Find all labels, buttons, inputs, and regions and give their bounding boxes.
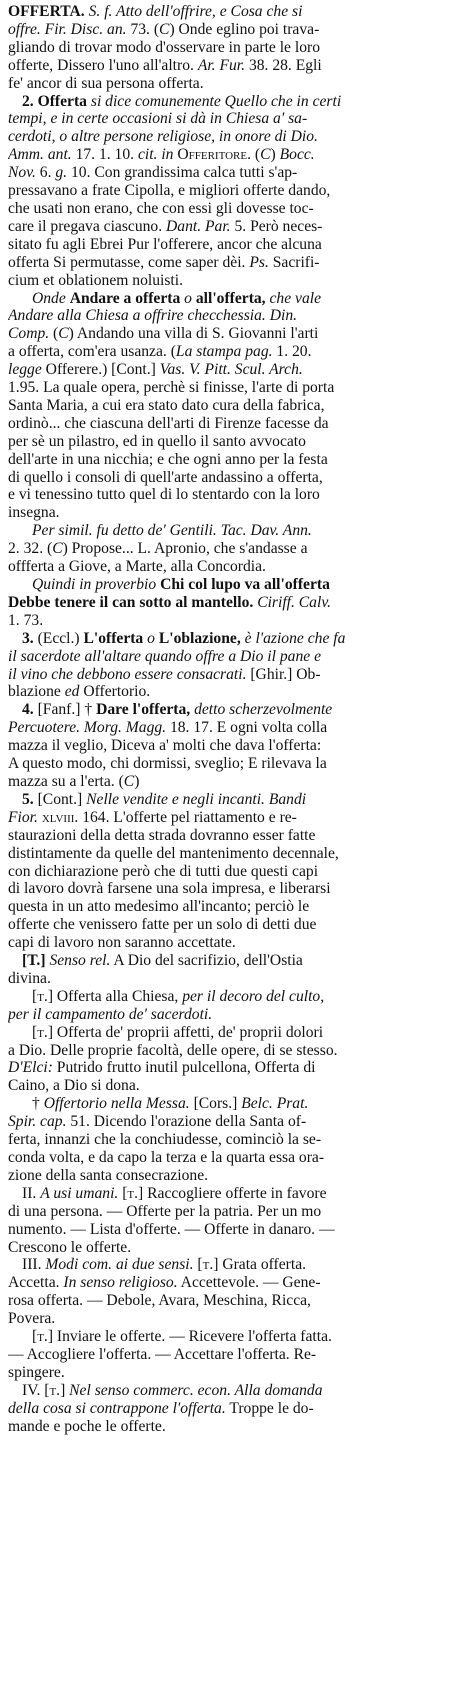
- text-line: di quello i consoli di quell'arte andassino a offerta,: [8, 468, 323, 486]
- text-line: per sè un pilastro, ed in quello il santo avvocato: [8, 432, 306, 450]
- text-line: Percuotere. Morg. Magg. 18. 17. E ogni volta colla: [8, 719, 328, 737]
- text-line: Nov. 6. g. 10. Con grandissima calca tutti s'ap-: [8, 164, 298, 182]
- text-line: insegna.: [8, 504, 60, 522]
- text-line: fe' ancor di sua persona offerta.: [8, 74, 204, 92]
- text-line: [t.] Offerta de' proprii affetti, de' proprii dolori: [32, 1023, 324, 1041]
- text-line: 2. Offerta si dice comunemente Quello che in certi: [22, 92, 342, 110]
- text-line: di lavoro dovrà farsene una sola impresa, e liberarsi: [8, 880, 331, 898]
- text-line: Povera.: [8, 1310, 56, 1328]
- text-line: offerte che venissero fatte per un solo di detti due: [8, 916, 317, 934]
- text-line: che usati non erano, che con essi gli dovesse toc-: [8, 199, 314, 217]
- text-line: mazza su a l'erta. (C): [8, 772, 140, 790]
- text-line: 1.95. La quale opera, perchè si finisse, l'arte di porta: [8, 379, 335, 397]
- text-line: Santa Maria, a cui era stato dato cura della fabrica,: [8, 396, 325, 414]
- text-line: ordinò... che ciascuna dell'arti di Firenze facesse da: [8, 414, 329, 432]
- text-line: di una persona. — Offerte per la patria. Per un mo: [8, 1202, 322, 1220]
- text-line: legge Offerere.) [Cont.] Vas. V. Pitt. Scul. Arch.: [8, 361, 303, 379]
- text-line: sitato fu agli Ebrei Pur l'offerere, ancor che alcuna: [8, 235, 322, 253]
- text-line: offre. Fir. Disc. an. 73. (C) Onde eglino poi trava-: [8, 20, 320, 38]
- text-line: rosa offerta. — Debole, Avara, Meschina, Ricca,: [8, 1292, 311, 1310]
- text-line: cium et oblationem noluisti.: [8, 271, 183, 289]
- text-line: Debbe tenere il can sotto al mantello. Ciriff. Calv.: [8, 593, 331, 611]
- text-line: capi di lavoro non saranno accettate.: [8, 934, 236, 952]
- text-line: per il campamento de' sacerdoti.: [8, 1005, 213, 1023]
- text-line: tempi, e in certe occasioni si dà in Chiesa a' sa-: [8, 110, 308, 128]
- text-line: conda volta, e da capo la terza e la quarta essa ora-: [8, 1149, 325, 1166]
- text-line: [T.] Senso rel. A Dio del sacrifizio, dell'Ostia: [22, 952, 303, 970]
- text-line: gliando di trovar modo d'osservare in parte le loro: [8, 38, 320, 56]
- text-line: mazza il veglio, Diceva a' molti che dava l'offerta:: [8, 737, 322, 755]
- text-line: cerdoti, o altre persone religiose, in onore di Dio.: [8, 128, 318, 146]
- text-line: Amm. ant. 17. 1. 10. cit. in Offeritore. (C) Bocc.: [8, 146, 315, 164]
- text-line: Comp. (C) Andando una villa di S. Giovanni l'arti: [8, 325, 319, 343]
- text-line: [t.] Offerta alla Chiesa, per il decoro del culto,: [32, 987, 325, 1005]
- text-line: 2. 32. (C) Propose... L. Apronio, che s'andasse a: [8, 540, 308, 558]
- text-line: D'Elci: Putrido frutto inutil pulcellona, Offerta di: [8, 1059, 316, 1077]
- text-line: ferta, innanzi che la conchiudesse, cominciò la se-: [8, 1131, 322, 1149]
- text-line: Fior. xlviii. 164. L'offerte pel riattamento e re-: [8, 808, 297, 826]
- text-line: 1. 73.: [8, 611, 44, 629]
- text-line: blazione ed Offertorio.: [8, 683, 151, 701]
- text-line: [t.] Inviare le offerte. — Ricevere l'offerta fatta.: [32, 1328, 332, 1346]
- text-line: distintamente da quelle del mantenimento decennale,: [8, 844, 339, 862]
- text-line: con dichiarazione però che di tutti due questi capi: [8, 862, 319, 880]
- text-line: il vino che debbono essere consacrati. [Ghir.] Ob-: [8, 665, 321, 683]
- text-line: numento. — Lista d'offerte. — Offerte in danaro. —: [8, 1220, 335, 1238]
- text-line: care il pregava ciascuno. Dant. Par. 5. Però neces-: [8, 217, 323, 235]
- text-line: III. Modi com. ai due sensi. [t.] Grata offerta.: [22, 1256, 307, 1274]
- text-line: 4. [Fanf.] † Dare l'offerta, detto scherzevolmente: [22, 701, 333, 719]
- text-line: 3. (Eccl.) L'offerta o L'oblazione, è l'azione che fa: [22, 629, 346, 647]
- text-line: pressavano a frate Cipolla, e migliori offerte dando,: [8, 182, 331, 200]
- text-line: offferta a Giove, a Marte, alla Concordia.: [8, 558, 266, 576]
- text-line: A questo modo, chi dormissi, sveglio; E rilevava la: [8, 755, 327, 773]
- text-line: Quindi in proverbio Chi col lupo va all'offerta: [32, 576, 330, 593]
- text-line: 5. [Cont.] Nelle vendite e negli incanti. Bandi: [22, 790, 307, 808]
- text-line: IV. [t.] Nel senso commerc. econ. Alla domanda: [22, 1381, 323, 1399]
- text-line: a Dio. Delle proprie facoltà, delle opere, di se stesso.: [8, 1041, 338, 1059]
- text-line: † Offertorio nella Messa. [Cors.] Belc. Prat.: [32, 1095, 309, 1113]
- text-line: Spir. cap. 51. Dicendo l'orazione della Santa of-: [8, 1113, 307, 1131]
- text-line: mande e poche le offerte.: [8, 1417, 166, 1435]
- text-line: zione della santa consecrazione.: [8, 1166, 209, 1184]
- text-line: della cosa si contrappone l'offerta. Troppe le do-: [8, 1399, 314, 1417]
- text-line: e vi tenessino tutto quel di lo stentardo con la loro: [8, 486, 320, 504]
- text-line: offerta Si permutasse, come saper dèi. Ps. Sacrifi-: [8, 253, 320, 271]
- text-line: Crescono le offerte.: [8, 1238, 132, 1256]
- text-line: divina.: [8, 969, 51, 987]
- text-line: Accetta. In senso religioso. Accettevole. — Gene-: [8, 1274, 321, 1292]
- text-line: Andare alla Chiesa a offrire checchessia. Din.: [8, 307, 298, 325]
- text-line: questa in un atto medesimo all'incanto; perciò le: [8, 898, 310, 916]
- text-line: staurazioni della detta strada dovranno esser fatte: [8, 826, 316, 844]
- text-line: OFFERTA. S. f. Atto dell'offrire, e Cosa che si: [8, 3, 303, 20]
- text-line: a offerta, com'era usanza. (La stampa pag. 1. 20.: [8, 343, 312, 361]
- text-line: spingere.: [8, 1363, 65, 1381]
- text-line: Per simil. fu detto de' Gentili. Tac. Dav. Ann.: [32, 522, 312, 540]
- text-line: il sacerdote all'altare quando offre a Dio il pane e: [8, 647, 322, 665]
- dictionary-entry-offerta: [8, 3, 464, 1436]
- text-line: — Accogliere l'offerta. — Accettare l'offerta. Re-: [8, 1345, 317, 1363]
- text-line: II. A usi umani. [t.] Raccogliere offerte in favore: [22, 1184, 327, 1202]
- text-line: Onde Andare a offerta o all'offerta, che vale: [32, 289, 322, 307]
- text-line: Caino, a Dio si dona.: [8, 1077, 140, 1095]
- text-line: offerte, Dissero l'uno all'altro. Ar. Fur. 38. 28. Egli: [8, 56, 322, 74]
- text-line: dell'arte in una nicchia; e che ogni anno per la festa: [8, 450, 328, 468]
